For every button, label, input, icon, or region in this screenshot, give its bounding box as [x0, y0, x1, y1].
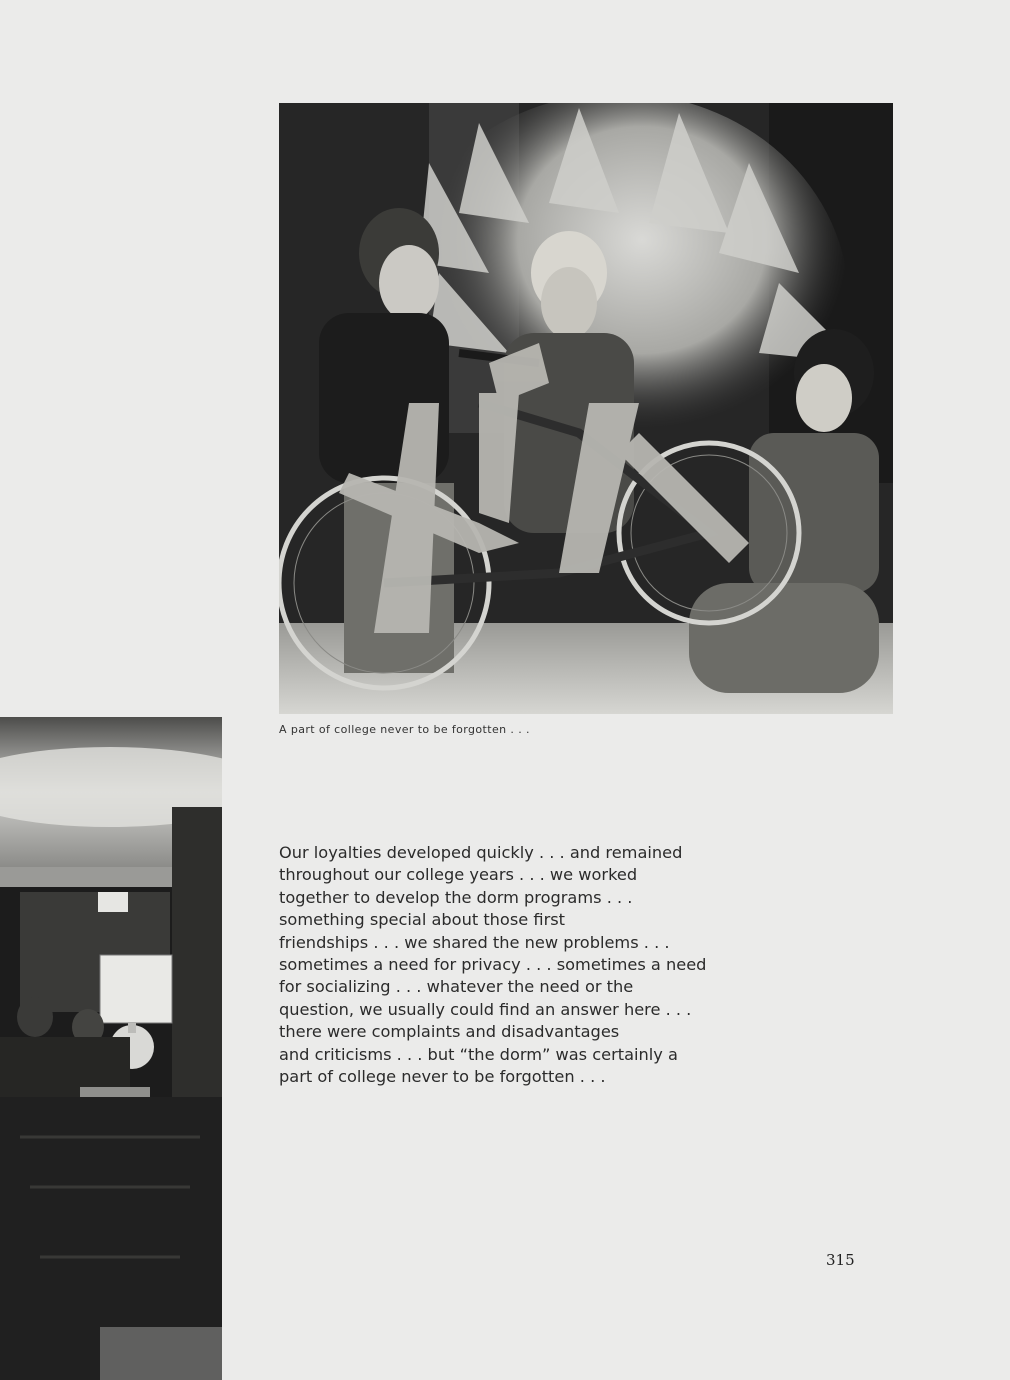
photo-caption: A part of college never to be forgotten . . .	[279, 723, 530, 736]
body-line: part of college never to be forgotten . . .	[279, 1067, 606, 1087]
body-line: for socializing . . . whatever the need or the	[279, 977, 634, 997]
body-line: sometimes a need for privacy . . . sometimes a need	[279, 955, 707, 975]
body-line: throughout our college years . . . we worked	[279, 865, 638, 885]
body-line: together to develop the dorm programs . . .	[279, 887, 633, 907]
body-line: friendships . . . we shared the new problems . . .	[279, 932, 670, 952]
body-line: Our loyalties developed quickly . . . and remained	[279, 843, 683, 862]
photo-bicycle-ribbon	[279, 103, 893, 714]
body-line: question, we usually could find an answer here . . .	[279, 999, 692, 1019]
body-line: and criticisms . . . but “the dorm” was certainly a	[279, 1044, 678, 1064]
body-text	[279, 842, 719, 1088]
body-line: something special about those first	[279, 910, 566, 930]
page-number: 315	[826, 1251, 855, 1269]
body-line: there were complaints and disadvantages	[279, 1022, 620, 1042]
photo-dorm-lounge	[0, 717, 222, 1380]
